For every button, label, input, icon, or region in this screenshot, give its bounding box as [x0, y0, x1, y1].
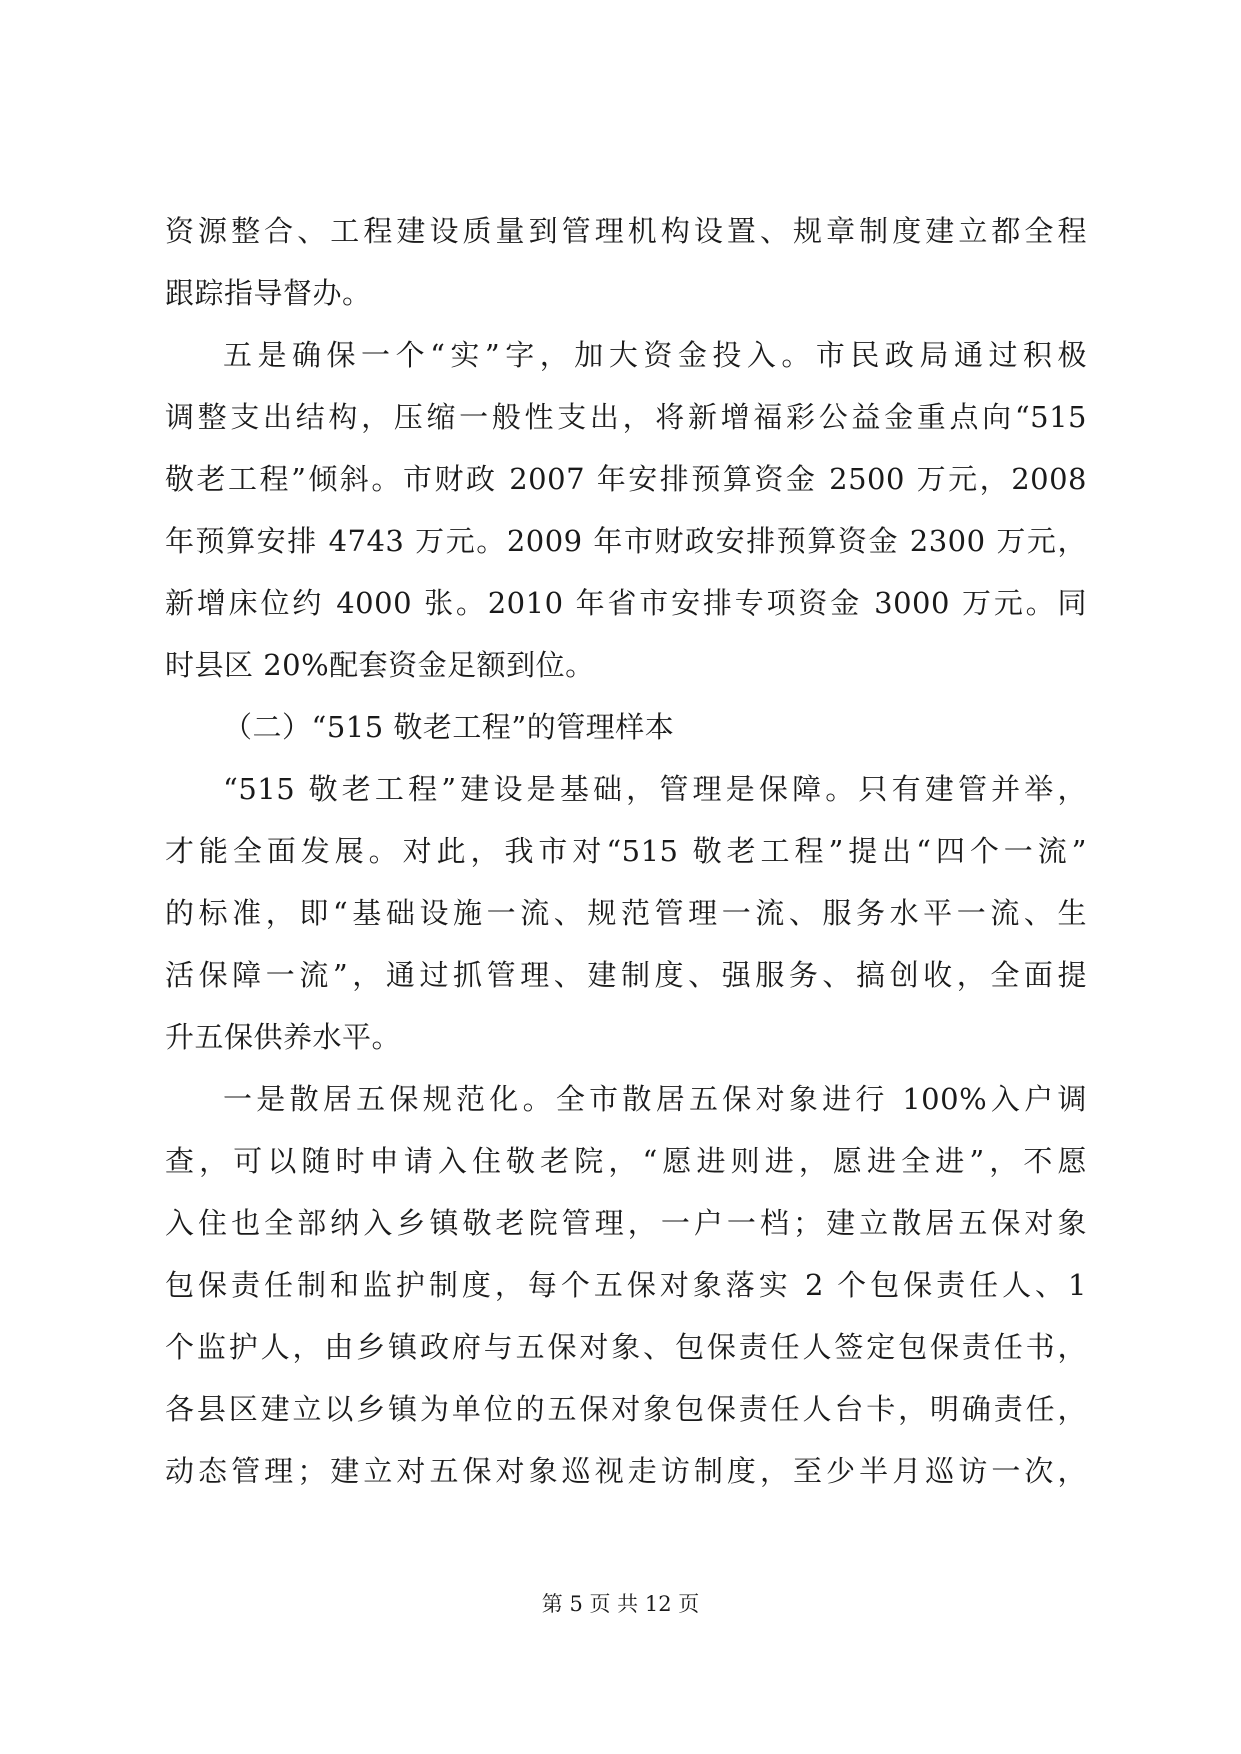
- text-line: 年预算安排 4743 万元。2009 年市财政安排预算资金 2300 万元，: [165, 524, 1087, 558]
- page-footer: 第 5 页 共 12 页: [541, 1592, 700, 1616]
- text-line: 入住也全部纳入乡镇敬老院管理，一户一档；建立散居五保对象: [165, 1206, 1087, 1240]
- text-line: 包保责任制和监护制度，每个五保对象落实 2 个包保责任人、1: [165, 1268, 1087, 1302]
- text-line: 一是散居五保规范化。全市散居五保对象进行 100%入户调: [223, 1082, 1087, 1116]
- section-heading: （二）“515 敬老工程”的管理样本: [223, 710, 675, 744]
- text-line: 升五保供养水平。: [165, 1020, 402, 1054]
- text-line: 动态管理；建立对五保对象巡视走访制度，至少半月巡访一次，: [165, 1454, 1087, 1488]
- text-line: 资源整合、工程建设质量到管理机构设置、规章制度建立都全程: [165, 214, 1087, 248]
- text-line: 活保障一流”，通过抓管理、建制度、强服务、搞创收，全面提: [165, 958, 1087, 992]
- text-line: 跟踪指导督办。: [165, 276, 372, 310]
- text-line: 个监护人，由乡镇政府与五保对象、包保责任人签定包保责任书，: [165, 1330, 1087, 1364]
- text-line: 才能全面发展。对此，我市对“515 敬老工程”提出“四个一流”: [165, 834, 1087, 868]
- text-line: 新增床位约 4000 张。2010 年省市安排专项资金 3000 万元。同: [165, 586, 1087, 620]
- text-line: “515 敬老工程”建设是基础，管理是保障。只有建管并举，: [223, 772, 1087, 806]
- text-line: 五是确保一个“实”字，加大资金投入。市民政局通过积极: [223, 338, 1087, 372]
- text-line: 敬老工程”倾斜。市财政 2007 年安排预算资金 2500 万元，2008: [165, 462, 1087, 496]
- text-line: 时县区 20%配套资金足额到位。: [165, 648, 595, 682]
- text-line: 查，可以随时申请入住敬老院，“愿进则进，愿进全进”，不愿: [165, 1144, 1087, 1178]
- text-line: 的标准，即“基础设施一流、规范管理一流、服务水平一流、生: [165, 896, 1087, 930]
- text-line: 调整支出结构，压缩一般性支出，将新增福彩公益金重点向“515: [165, 400, 1087, 434]
- body-text: [165, 200, 1087, 1502]
- text-line: 各县区建立以乡镇为单位的五保对象包保责任人台卡，明确责任，: [165, 1392, 1087, 1426]
